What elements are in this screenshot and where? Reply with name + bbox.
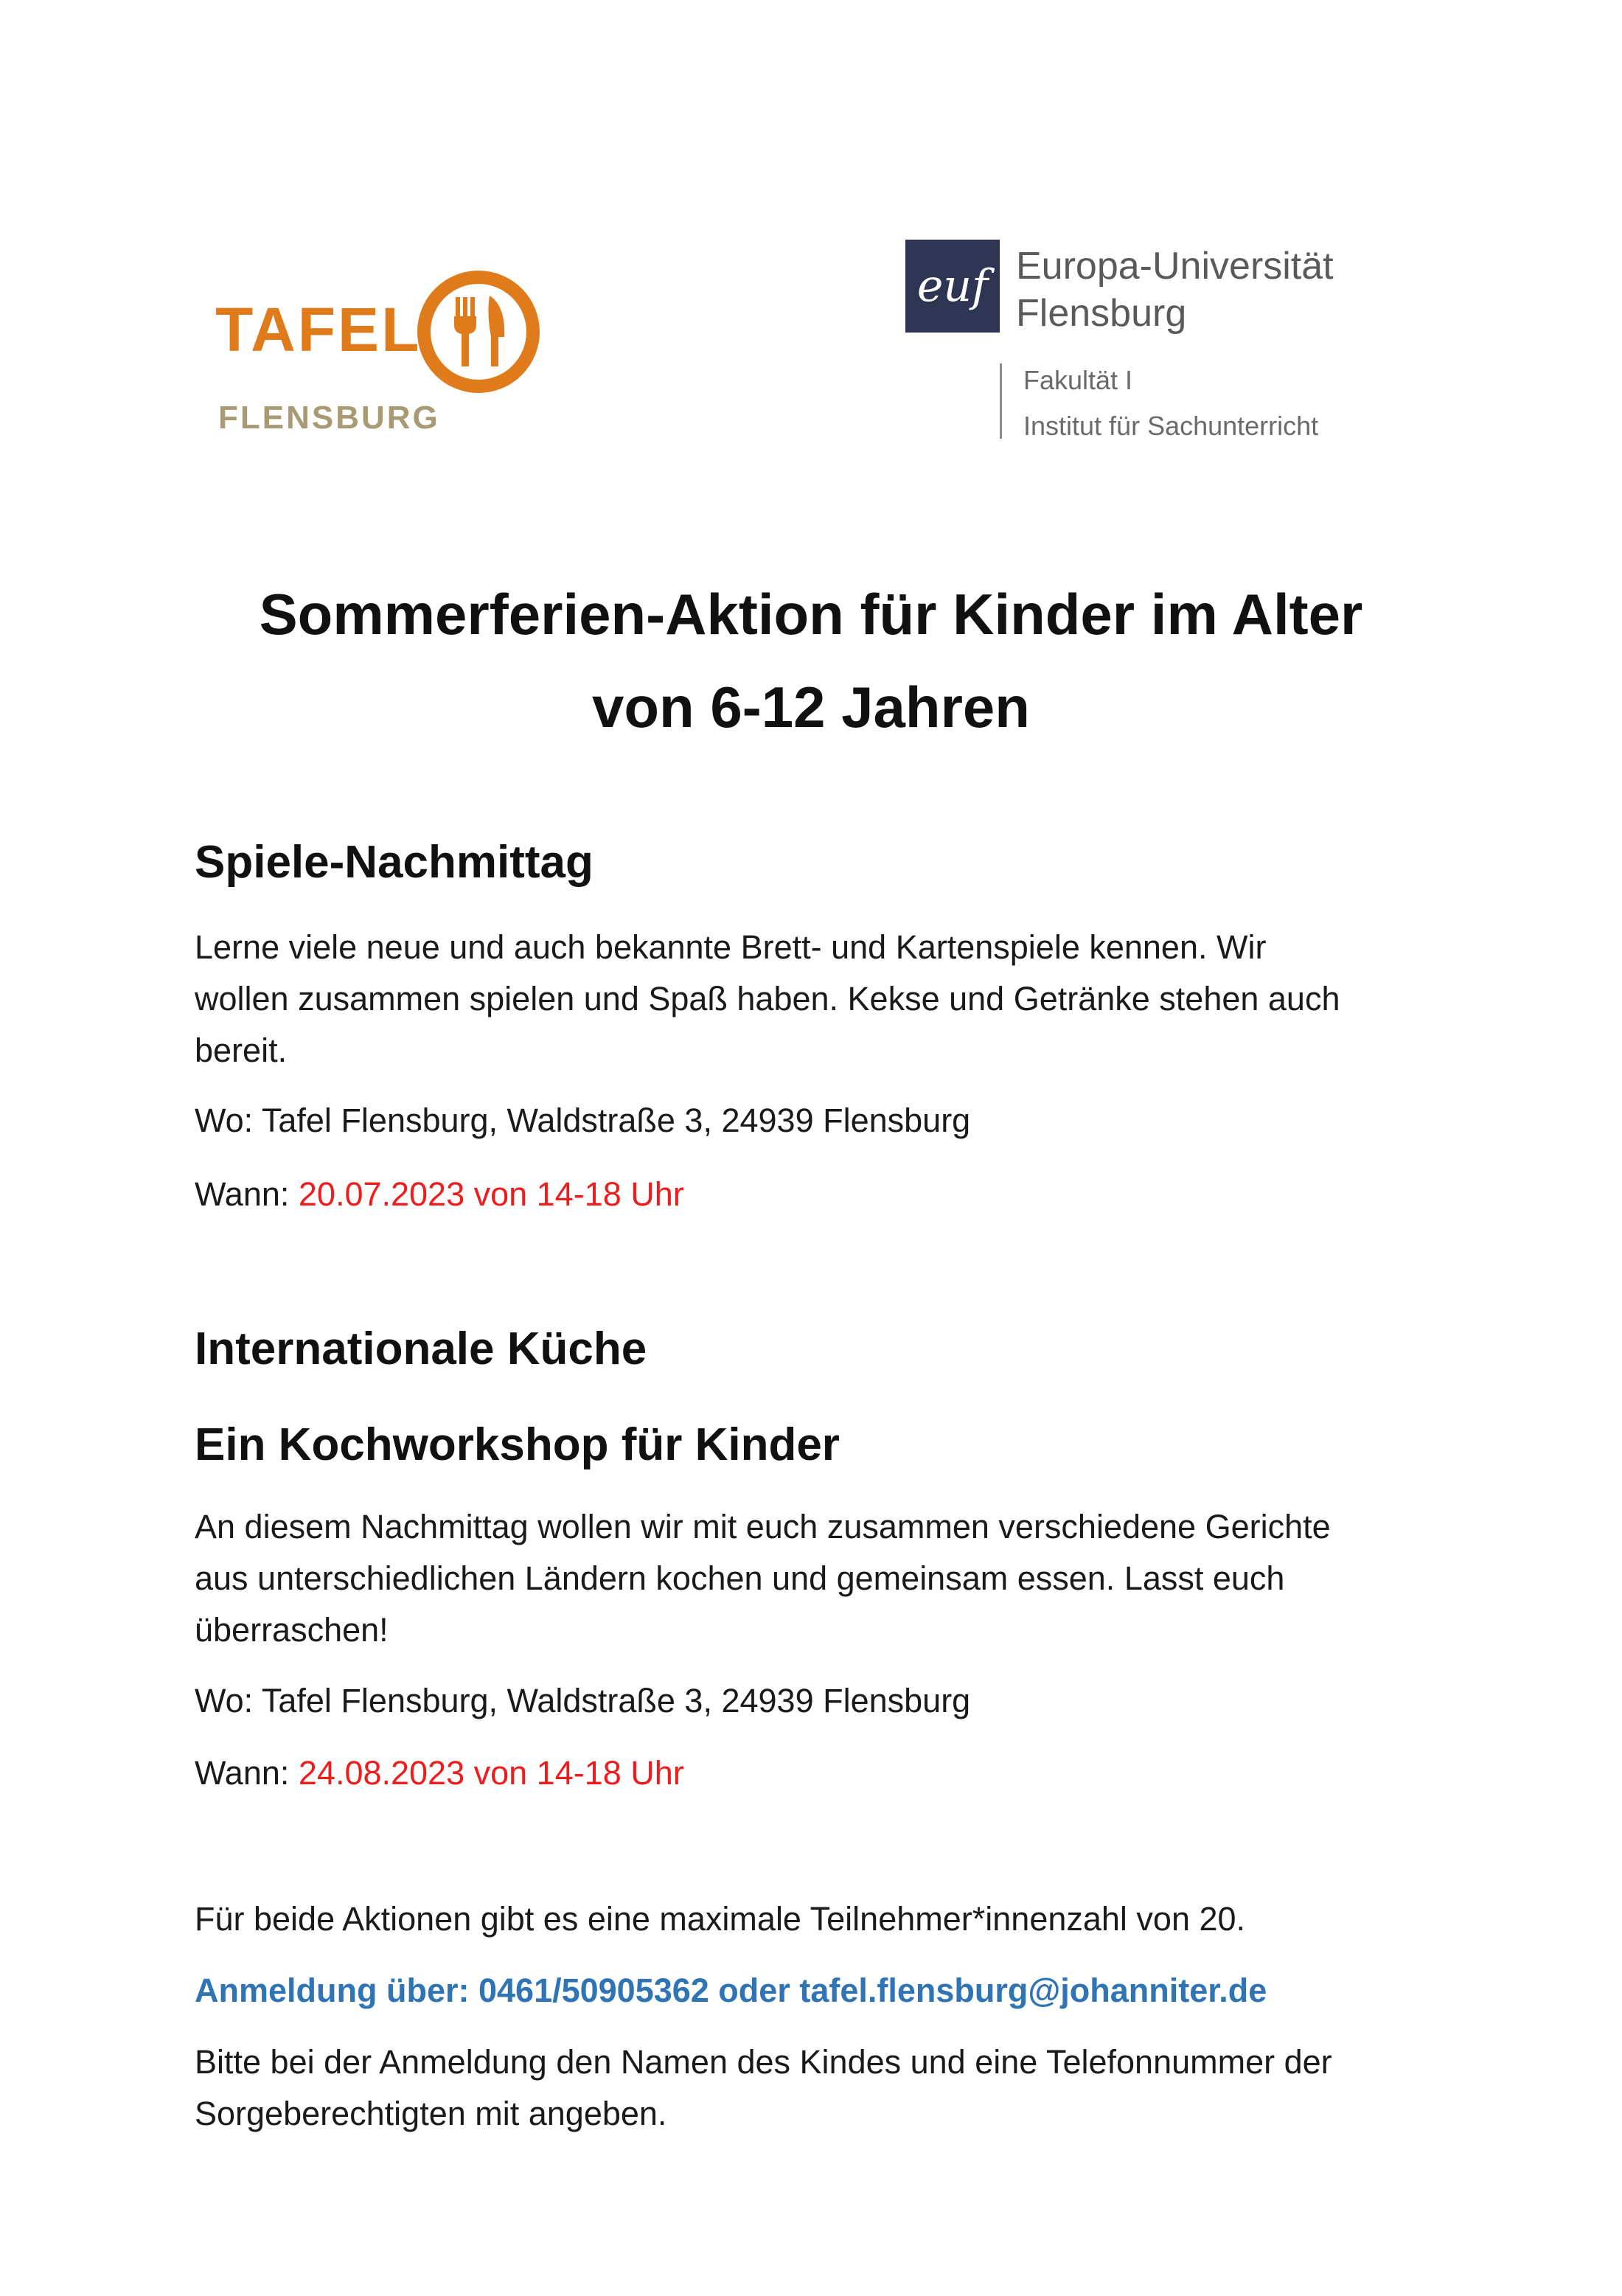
registration-instructions xyxy=(195,2036,1448,2140)
event2-subheading: Ein Kochworkshop für Kinder xyxy=(195,1419,840,1470)
event2-when xyxy=(195,1747,1448,1799)
event1-when xyxy=(195,1169,1448,1220)
euf-logo xyxy=(905,240,1362,446)
event1-location: Wo: Tafel Flensburg, Waldstraße 3, 24939 Flensburg xyxy=(195,1102,971,1139)
event2-description xyxy=(195,1501,1448,1656)
event2-when-label: Wann: xyxy=(195,1754,299,1792)
euf-badge: euf xyxy=(905,240,1000,333)
euf-name-line1: Europa-Universität xyxy=(1016,245,1334,288)
event2-description-line1: An diesem Nachmittag wollen wir mit euch zusammen verschiedene Gerichte xyxy=(195,1508,1331,1545)
event1-when-value: 20.07.2023 von 14-18 Uhr xyxy=(298,1175,684,1213)
euf-name xyxy=(1016,243,1334,337)
participants-note: Für beide Aktionen gibt es eine maximale Teilnehmer*innenzahl von 20. xyxy=(195,1900,1246,1938)
event1-description-line3: bereit. xyxy=(195,1032,288,1069)
tafel-flensburg-logo xyxy=(215,269,554,453)
event2-description-line2: aus unterschiedlichen Ländern kochen und gemeinsam essen. Lasst euch xyxy=(195,1559,1285,1597)
event2-when-value: 24.08.2023 von 14-18 Uhr xyxy=(298,1754,684,1792)
event2-location: Wo: Tafel Flensburg, Waldstraße 3, 24939 Flensburg xyxy=(195,1682,971,1719)
euf-name-line2: Flensburg xyxy=(1016,292,1187,335)
event1-description xyxy=(195,922,1448,1076)
euf-department xyxy=(1023,358,1318,449)
registration-instructions-line2: Sorgeberechtigten mit angeben. xyxy=(195,2095,667,2132)
event1-description-line1: Lerne viele neue und auch bekannte Brett- und Kartenspiele kennen. Wir xyxy=(195,928,1267,966)
event2-description-line3: überraschen! xyxy=(195,1611,389,1649)
event2-heading: Internationale Küche xyxy=(195,1323,647,1374)
page-title-line2: von 6-12 Jahren xyxy=(592,675,1030,740)
event1-when-label: Wann: xyxy=(195,1175,299,1213)
page-title-line1: Sommerferien-Aktion für Kinder im Alter xyxy=(259,582,1363,647)
tafel-logo-name: TAFEL xyxy=(215,295,422,364)
registration-instructions-line1: Bitte bei der Anmeldung den Namen des Kindes und eine Telefonnummer der xyxy=(195,2043,1332,2081)
euf-faculty: Fakultät I xyxy=(1023,365,1133,395)
registration-link[interactable]: Anmeldung über: 0461/50905362 oder tafel.flensburg@johanniter.de xyxy=(195,1972,1267,2009)
tafel-logo-city: FLENSBURG xyxy=(218,400,440,436)
event1-heading: Spiele-Nachmittag xyxy=(195,837,594,888)
euf-institute: Institut für Sachunterricht xyxy=(1023,411,1319,441)
euf-divider xyxy=(1000,363,1002,439)
page-title xyxy=(147,568,1475,754)
event1-description-line2: wollen zusammen spielen und Spaß haben. Kekse und Getränke stehen auch xyxy=(195,980,1340,1017)
plate-fork-knife-icon xyxy=(416,269,541,394)
